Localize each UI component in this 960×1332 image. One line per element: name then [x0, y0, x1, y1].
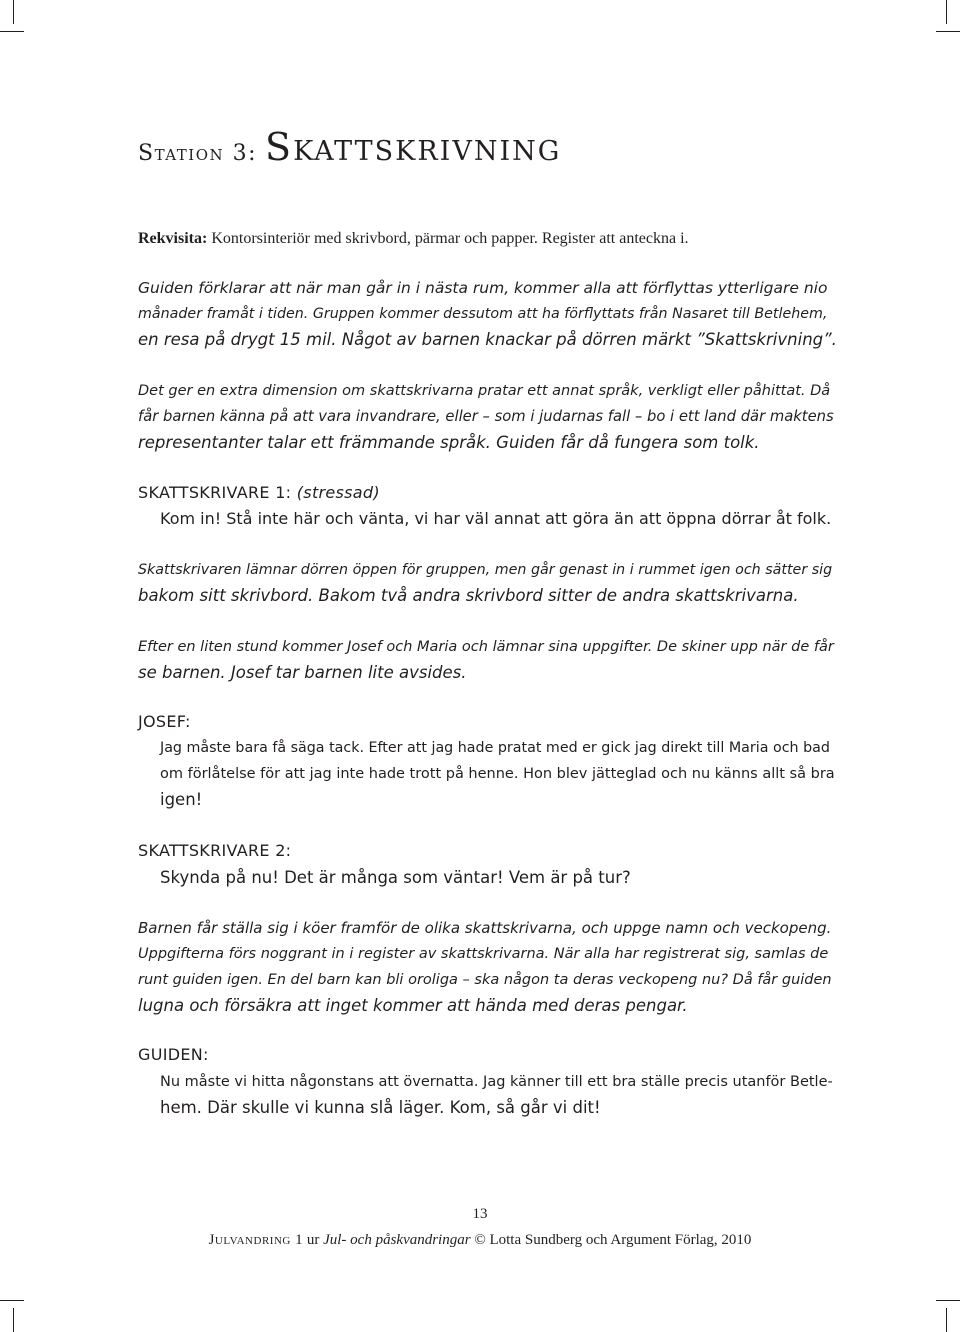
page-number: 13	[472, 1206, 488, 1222]
paragraph-line: Det ger en extra dimension om skattskrivarna pratar ett annat språk, verkligt eller påhittat. Då	[138, 383, 831, 399]
speaker-name: SKATTSKRIVARE 1:	[138, 483, 297, 502]
speaker-skattskrivare-2: SKATTSKRIVARE 2:	[138, 841, 292, 860]
dialogue-line: Nu måste vi hitta någonstans att övernatta. Jag känner till ett bra ställe precis utanför Betle-	[160, 1074, 833, 1090]
footer-book-title: Jul- och påskvandringar	[323, 1232, 471, 1248]
paragraph-line: en resa på drygt 15 mil. Något av barnen knackar på dörren märkt ”Skattskrivning”.	[138, 330, 837, 349]
title-main: Skattskrivning	[265, 125, 562, 169]
dialogue-line: Jag måste bara få säga tack. Efter att jag hade pratat med er gick jag direkt till Maria och bad	[160, 740, 830, 756]
speaker-skattskrivare-1	[138, 483, 380, 502]
dialogue-line: hem. Där skulle vi kunna slå läger. Kom, så går vi dit!	[160, 1098, 601, 1117]
dialogue-line: Kom in! Stå inte här och vänta, vi har väl annat att göra än att öppna dörrar åt folk.	[160, 509, 832, 528]
paragraph-line: lugna och försäkra att inget kommer att hända med deras pengar.	[138, 996, 688, 1015]
dialogue-josef	[160, 735, 840, 813]
footer-credit	[0, 1232, 960, 1249]
paragraph-register	[138, 915, 838, 1019]
title-prefix: Station 3:	[138, 141, 258, 166]
speaker-guiden: GUIDEN:	[138, 1045, 209, 1064]
crop-mark-top-right-vertical	[946, 0, 947, 24]
paragraph-line: Uppgifterna förs noggrant in i register av skattskrivarna. När alla har registrerat sig, samlas de	[138, 946, 829, 962]
paragraph-josef-maria	[138, 634, 838, 686]
paragraph-line: Skattskrivaren lämnar dörren öppen för gruppen, men går genast in i rummet igen och sätter sig	[138, 562, 833, 578]
paragraph-line: får barnen känna på att vara invandrare, eller – som i judarnas fall – bo i ett land där maktens	[138, 408, 834, 425]
crop-mark-bottom-right-horizontal	[936, 1300, 960, 1301]
dialogue-guiden	[160, 1069, 840, 1121]
page-title	[138, 125, 562, 169]
props-label: Rekvisita:	[138, 230, 208, 247]
footer-ur: ur	[303, 1232, 324, 1248]
paragraph-line: Guiden förklarar att när man går in i nästa rum, kommer alla att förflyttas ytterligare nio	[138, 279, 828, 297]
crop-mark-top-left-vertical	[13, 0, 14, 24]
paragraph-line: runt guiden igen. En del barn kan bli oroliga – ska någon ta deras veckopeng nu? Då får guiden	[138, 972, 832, 988]
paragraph-line: se barnen. Josef tar barnen lite avsides.	[138, 663, 467, 682]
paragraph-line: Efter en liten stund kommer Josef och Maria och lämnar sina uppgifter. De skiner upp när de får	[138, 639, 834, 655]
footer-series: Julvandring 1	[208, 1232, 304, 1248]
crop-mark-top-right-horizontal	[936, 31, 960, 32]
footer-copyright: © Lotta Sundberg och Argument Förlag, 2010	[470, 1232, 752, 1248]
dialogue-skattskrivare-1	[160, 506, 840, 532]
paragraph-skattskrivaren	[138, 557, 838, 609]
paragraph-language	[138, 378, 838, 456]
crop-mark-top-left-horizontal	[0, 31, 24, 32]
dialogue-line: om förlåtelse för att jag inte hade trott på henne. Hon blev jätteglad och nu känns allt så bra	[160, 766, 835, 782]
speaker-josef: JOSEF:	[138, 712, 191, 731]
crop-mark-bottom-left-horizontal	[0, 1300, 24, 1301]
paragraph-line: bakom sitt skrivbord. Bakom två andra skrivbord sitter de andra skattskrivarna.	[138, 586, 799, 605]
props-line	[138, 226, 838, 252]
paragraph-line: representanter talar ett främmande språk. Guiden får då fungera som tolk.	[138, 433, 760, 452]
dialogue-line: Skynda på nu! Det är många som väntar! Vem är på tur?	[160, 868, 631, 887]
stage-direction: (stressad)	[296, 483, 380, 502]
paragraph-line: månader framåt i tiden. Gruppen kommer dessutom att ha förflyttats från Nasaret till Betlehem,	[138, 306, 828, 322]
paragraph-intro	[138, 275, 838, 353]
crop-mark-bottom-right-vertical	[946, 1308, 947, 1332]
dialogue-line: igen!	[160, 790, 203, 809]
dialogue-skattskrivare-2	[160, 865, 840, 891]
props-text: Kontorsinteriör med skrivbord, pärmar och papper. Register att anteckna i.	[207, 230, 689, 247]
crop-mark-bottom-left-vertical	[13, 1308, 14, 1332]
paragraph-line: Barnen får ställa sig i köer framför de olika skattskrivarna, och uppge namn och veckopeng.	[138, 919, 832, 937]
